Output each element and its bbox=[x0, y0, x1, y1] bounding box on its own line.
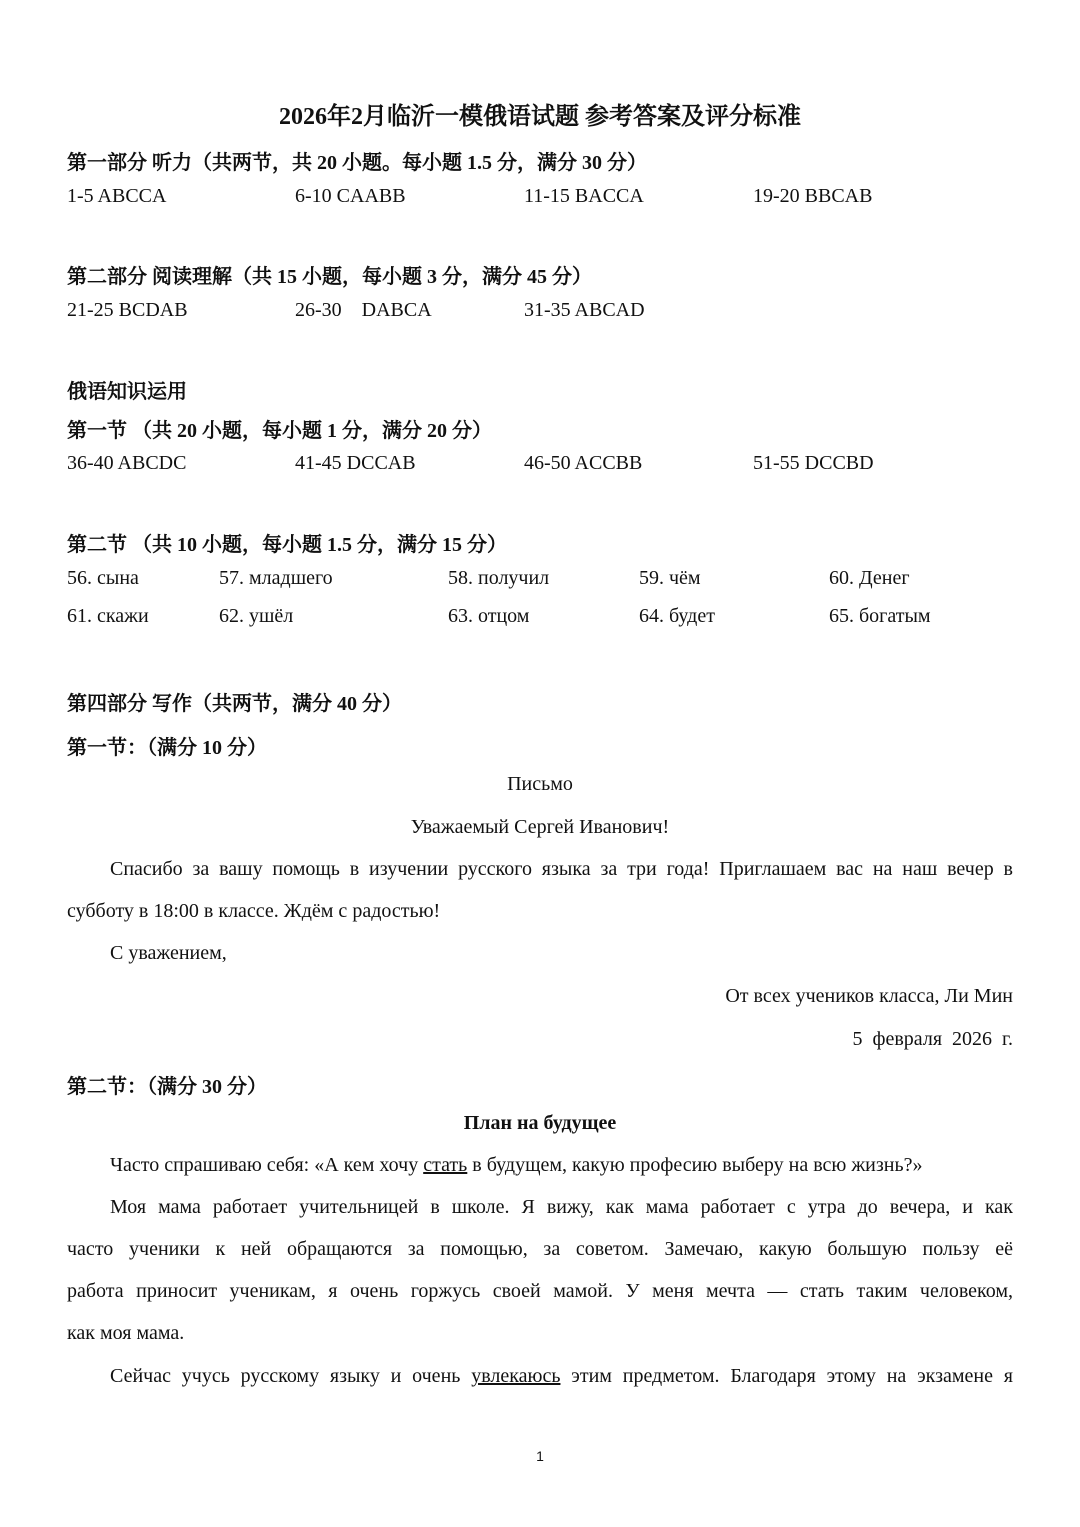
part4-section2-heading: 第二节：（满分 30 分） bbox=[67, 1076, 267, 1098]
letter-title: Письмо bbox=[507, 773, 573, 795]
part3-section2-heading: 第二节 （共 10 小题，每小题 1.5 分，满分 15 分） bbox=[67, 534, 507, 556]
underlined-word: увлекаюсь bbox=[471, 1365, 561, 1387]
essay-paragraph-line: Часто спрашиваю себя: «А кем хочу стать в будущем, какую професию выберу на всю жизнь?» bbox=[110, 1154, 923, 1176]
letter-body-line: субботу в 18:00 в классе. Ждём с радостью! bbox=[67, 900, 441, 922]
essay-paragraph-line: работа приносит ученикам, я очень горжусь своей мамой. У меня мечта — стать таким человеком, bbox=[67, 1280, 1013, 1302]
letter-date: 5 февраля 2026 г. bbox=[852, 1028, 1013, 1050]
answer-group: 46-50 ACCBB bbox=[524, 452, 643, 474]
letter-body bbox=[67, 848, 1013, 974]
answer-group: 6-10 CAABB bbox=[295, 185, 406, 207]
essay-paragraph-line: Сейчас учусь русскому языку и очень увлекаюсь этим предметом. Благодаря этому на экзамене я bbox=[110, 1365, 1013, 1387]
answer-word: 57. младшего bbox=[219, 567, 333, 589]
answer-word: 61. скажи bbox=[67, 605, 149, 627]
letter-greeting: Уважаемый Сергей Иванович! bbox=[410, 816, 670, 838]
answer-group: 31-35 ABCAD bbox=[524, 299, 645, 321]
essay-paragraph-line: часто ученики к ней обращаются за помощью, за советом. Замечаю, какую большую пользу её bbox=[67, 1238, 1013, 1260]
answer-group: 19-20 BBCAB bbox=[753, 185, 873, 207]
underlined-word: стать bbox=[423, 1154, 468, 1176]
letter-closing: С уважением, bbox=[110, 942, 227, 964]
answer-group: 41-45 DCCAB bbox=[295, 452, 416, 474]
answer-group: 21-25 BCDAB bbox=[67, 299, 188, 321]
letter-body-line: Спасибо за вашу помощь в изучении русского языка за три года! Приглашаем вас на наш вечер в bbox=[110, 858, 1013, 880]
answer-group: 36-40 ABCDC bbox=[67, 452, 187, 474]
answer-group: 26-30 DABCA bbox=[295, 299, 432, 321]
answer-group: 51-55 DCCBD bbox=[753, 452, 874, 474]
essay-title: План на будущее bbox=[463, 1112, 617, 1134]
answer-word: 56. сына bbox=[67, 567, 139, 589]
part2-heading: 第二部分 阅读理解（共 15 小题，每小题 3 分，满分 45 分） bbox=[67, 266, 592, 288]
page-title: 2026年2月临沂一模俄语试题 参考答案及评分标准 bbox=[279, 104, 801, 130]
essay-body bbox=[67, 1144, 1013, 1397]
letter-signature: От всех учеников класса, Ли Мин bbox=[725, 985, 1013, 1007]
page-number: 1 bbox=[536, 1448, 544, 1464]
essay-paragraph-line: Моя мама работает учительницей в школе. Я вижу, как мама работает с утра до вечера, и как bbox=[110, 1196, 1013, 1218]
answer-word: 64. будет bbox=[639, 605, 715, 627]
answer-word: 63. отцом bbox=[448, 605, 530, 627]
essay-paragraph-line: как моя мама. bbox=[67, 1322, 185, 1344]
answer-word: 59. чём bbox=[639, 567, 701, 589]
part3-heading: 俄语知识运用 bbox=[67, 381, 187, 403]
answer-group: 11-15 BACCA bbox=[524, 185, 644, 207]
answer-word: 65. богатым bbox=[829, 605, 931, 627]
part4-heading: 第四部分 写作（共两节，满分 40 分） bbox=[67, 693, 402, 715]
answer-group: 1-5 ABCCA bbox=[67, 185, 167, 207]
part3-section1-heading: 第一节 （共 20 小题，每小题 1 分，满分 20 分） bbox=[67, 420, 492, 442]
part4-section1-heading: 第一节：（满分 10 分） bbox=[67, 737, 267, 759]
answer-word: 62. ушёл bbox=[219, 605, 294, 627]
part1-heading: 第一部分 听力（共两节，共 20 小题。每小题 1.5 分，满分 30 分） bbox=[67, 152, 647, 174]
answer-word: 58. получил bbox=[448, 567, 550, 589]
answer-word: 60. Денег bbox=[829, 567, 910, 589]
